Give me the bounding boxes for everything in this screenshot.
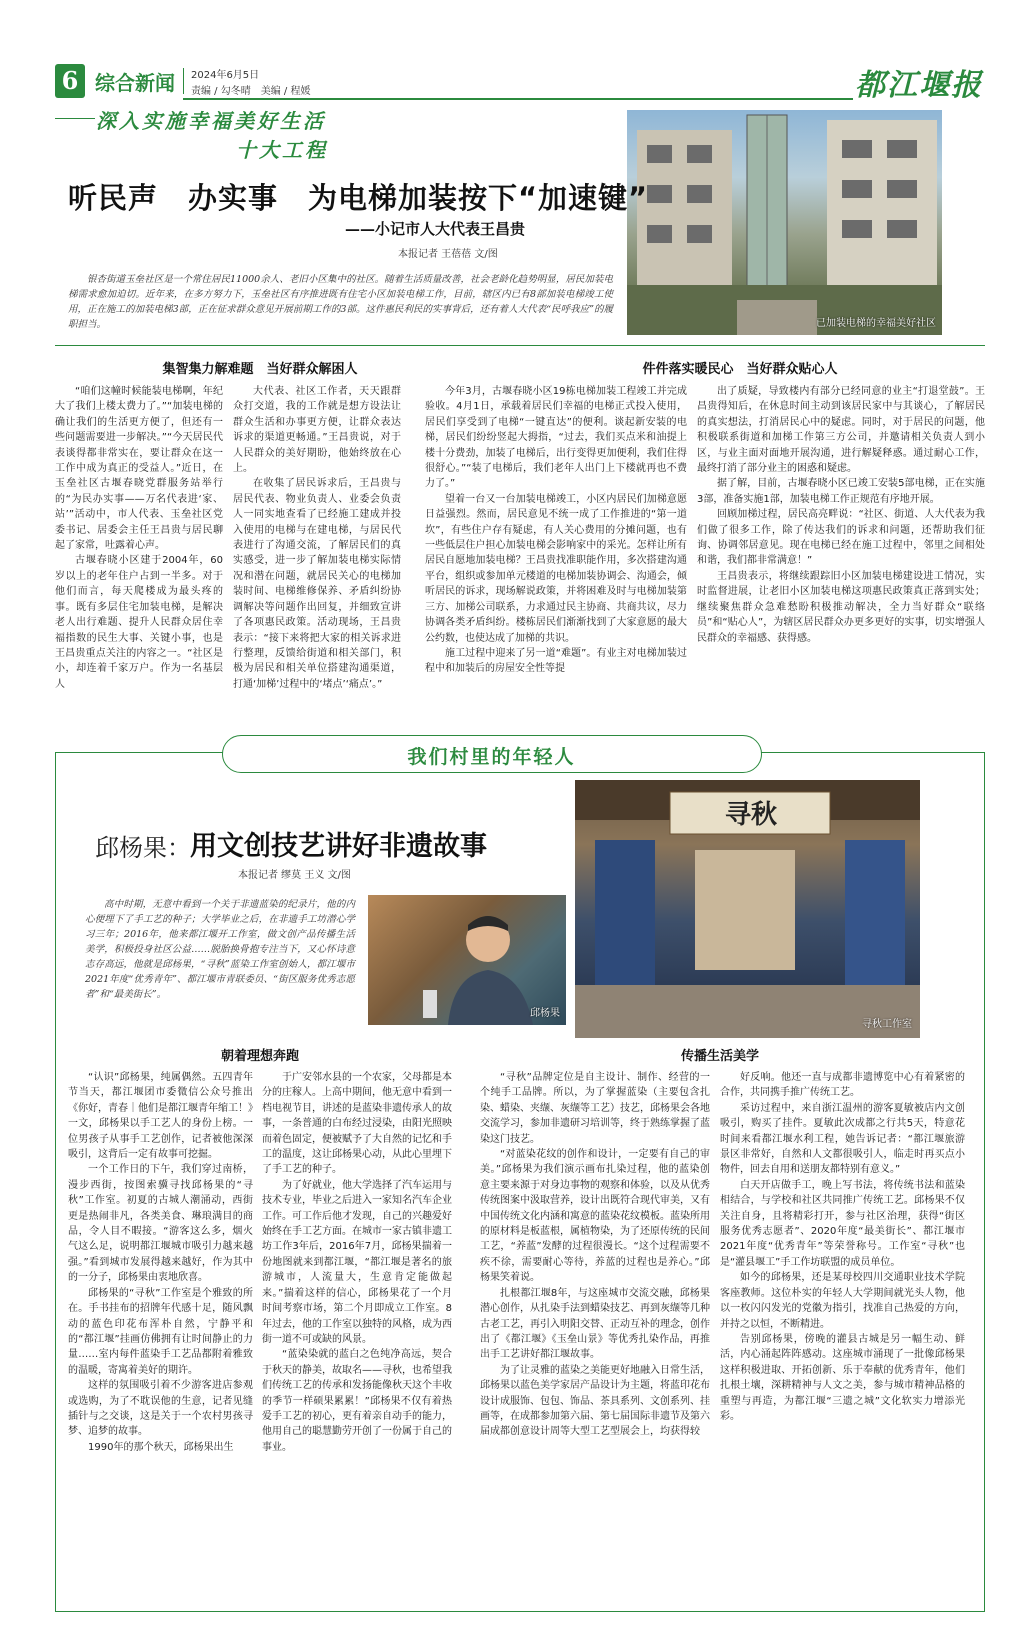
kicker-line-1: 深入实施幸福美好生活 [96,109,326,133]
paragraph: “蓝染染就的蓝白之色纯净高远，契合于秋天的静美，故取名——寻秋，也希望我们传统工艺的传承和发扬能像秋天这个丰收的季节一样硕果累累！”邱杨果不仅有着热爱手工艺的初心，更有着亲自动手的能力，他用自己的聪慧勤劳开创了一份属于自己的事业。 [262,1349,452,1453]
header-rule [183,98,853,100]
story2-subhead-left: 朝着理想奔跑 [220,1049,299,1064]
story1-byline: 本报记者 王蓓蓓 文/图 [398,249,498,260]
paragraph: 施工过程中迎来了另一道“难题”。有业主对电梯加装过程中和加装后的房屋安全性等提 [425,647,687,675]
paragraph: 据了解，目前，古堰春晓小区已竣工安装5部电梯，正在实施3部，准备实施1部，加装电梯工作正规范有序地开展。 [697,478,985,505]
workshop-caption: 寻秋工作室 [862,1019,912,1030]
paragraph: 白天开店做手工，晚上写书法，将传统书法和蓝染相结合，与学校和社区共同推广传统工艺。邱杨果不仅关注自身，且将精彩打开，参与社区治理，获得“街区服务优秀志愿者”、2020年度“最美街长”、都江堰市2021年度“优秀青年”等荣誉称号。工作室“寻秋”也是“灌县堰工”手工作坊联盟的成员单位。 [720,1179,965,1268]
paragraph: 一个工作日的下午，我们穿过南桥，漫步西街，按图索骥寻找邱杨果的“寻秋”工作室。初夏的古城人潮涌动，西街更是热闹非凡，各类美食、琳琅满目的商品，令人目不暇接。“游客这么多，烟火气这么足，说明都江堰城市吸引力越来越强。”看到城市发展得越来越好，作为其中的一分子，邱杨果由衷地欣喜。 [68,1164,253,1284]
lead-divider [55,345,985,346]
story2-col3 [480,1070,710,1570]
paragraph: 采访过程中，来自浙江温州的游客夏敏被店内文创吸引，购买了挂件。夏敏此次成都之行共5天，特意花时间来看都江堰水利工程，她告诉记者：“都江堰旅游景区非常好，自然和人文都很吸引人，临走时再买点小物件，回去自用和送朋友都特别有意义。” [720,1102,965,1176]
paragraph: 回顾加梯过程，居民高亮畔说：“社区、街道、人大代表为我们做了很多工作，除了传达我们的诉求和问题，还帮助我们征询、协调邻居意见。现在电梯已经在施工过程中，邻里之间相处和谐，我们都非常满意！” [697,509,985,567]
paragraph: 出了质疑，导致楼内有部分已经同意的业主“打退堂鼓”。王昌贵得知后，在休息时间主动到该居民家中与其谈心，了解居民的真实想法，打消居民心中的疑虑。同时，对于居民的问题，他积极联系街道和加梯工作第三方公司，并邀请相关负责人到小区，与业主面对面地开展沟通，进行解疑释惑。通过耐心工作，最终打消了部分业主的困惑和疑虑。 [697,386,985,475]
paragraph: 为了好就业，他大学选择了汽车运用与技术专业，毕业之后进入一家知名汽车企业工作。可工作后他才发现，自己的兴趣爱好始终在手工艺方面。在城市一家古镇非遗工坊工作3年后，2016年7月，邱杨果揣着一份地图就来到都江堰，“都江堰是著名的旅游城市，人流量大，生意肯定能做起来。”揣着这样的信心，邱杨果花了一个月时间考察市场，第二个月即成立工作室。8年过去，他的工作室以独特的风格，成为西街一道不可或缺的风景。 [262,1179,452,1345]
paragraph: 古堰春晓小区建于2004年，60岁以上的老年住户占到一半多。对于他们而言，每天爬楼成为最头疼的事。既有多层住宅加装电梯，是解决老人出行难题、提升人民群众居住幸福指数的民生大事、关键小事，也是王昌贵重点关注的内容之一。“社区是小，却连着千家万户。作为一名基层人 [55,555,223,690]
header-divider [183,68,184,94]
story2-col4 [720,1070,965,1570]
story2-col1 [68,1070,253,1570]
elevator-photo [627,110,942,335]
building-illustration [627,110,942,335]
paragraph: 这样的氛围吸引着不少游客进店参观或选购，为了不耽误他的生意，记者见缝插针与之交谈，这是关于一个农村男孩寻梦、追梦的故事。 [68,1380,253,1438]
page-number: 6 [61,66,79,95]
story1-col1 [55,384,223,709]
paragraph: 为了让灵雅的蓝染之美能更好地融入日常生活，邱杨果以蓝色美学家居产品设计为主题，将蓝印花布设计成服饰、包包、饰品、茶具系列、文创系列、挂画等，在成都参加第六届、第七届国际非遗节及第六届成都创意设计周等大型工艺型展会上，均获得较 [480,1364,710,1438]
story2-lead: 高中时期，无意中看到一个关于非遗蓝染的纪录片，他的内心便埋下了手工艺的种子；大学毕业之后，在非遗手工坊潜心学习三年；2016年，他来都江堰开工作室，做文创产品传播生活美学，积极投身社区公益……脱胎换骨抱专注当下，又心怀诗意志存高远，他就是邱杨果，“寻秋”蓝染工作室创始人，都江堰市2021年度“优秀青年”、都江堰市青联委员、“街区服务优秀志愿者”和“最美街长”。 [85,899,355,1000]
paragraph: 邱杨果的“寻秋”工作室是个雅致的所在。手书挂布的招牌年代感十足，随风飘动的蓝色印花布浑朴自然，宁静平和的“都江堰”挂画仿佛拥有让时间静止的力量……室内每件蓝染手工艺品都附着雅致的温暖，寄寓着美好的期许。 [68,1287,253,1376]
story2-headline: 用文创技艺讲好非遗故事 [190,831,487,862]
paragraph: 王昌贵表示，将继续跟踪旧小区加装电梯建设进工情况，实时监督进展，让老旧小区加装电梯这项惠民政策真正落到实处；继续聚焦群众急难愁盼积极推动解决，全力当好群众“联络员”和“贴心人”，为辖区居民群众办更多更好的实事，切实增强人民群众的幸福感、获得感。 [697,570,985,644]
story1-subhead-left: 集智集力解难题 当好群众解困人 [162,362,358,377]
paragraph: 望着一台又一台加装电梯竣工，小区内居民们加梯意愿日益强烈。然而，居民意见不统一成了工作推进的“第一道坎”，有些住户存有疑虑，有人关心费用的分摊问题，也有一些低层住户担心加装电梯会影响家中的采光。怎样让所有居民自愿地加装电梯？王昌贵找准职能作用，多次搭建沟通平台，组织或参加单元楼道的电梯加装协调会、沟通会，倾听居民的诉求，现场解说政策，并将困难及时与电梯加装第三方、加梯公司联系，力求通过民主协商、共商共议，尽力协调各类矛盾纠纷。楼栋居民们渐渐找到了大家意愿的最大公约数，也使达成了加梯的共识。 [425,493,687,644]
story2-subhead-right: 传播生活美学 [680,1049,759,1064]
paragraph: 告别邱杨果，傍晚的灌县古城是另一幅生动、鲜活，内心涌起阵阵感动。这座城市涌现了一批像邱杨果这样积极进取、开拓创新、乐于奉献的优秀青年，他们扎根土壤，深耕精神与人文之美，参与城市精神品格的重塑与再造，为都江堰“三遗之城”文化软实力增添光彩。 [720,1333,965,1422]
paragraph: “寻秋”品牌定位是自主设计、制作、经营的一个纯手工品牌。所以，为了掌握蓝染（主要包含扎染、蜡染、夹缬、灰缬等工艺）技艺，邱杨果会各地交流学习，参加非遗研习培训等，终于熟练掌握了蓝染这门技艺。 [480,1072,710,1145]
photo-caption: 已加装电梯的幸福美好社区 [816,318,936,329]
portrait-photo [368,895,566,1025]
story2-col2 [262,1070,452,1570]
kicker-rule-left [55,118,95,119]
shop-sign: 寻秋 [725,800,778,830]
story1-col4 [697,384,985,709]
paragraph: 大代表、社区工作者，天天跟群众打交道，我的工作就是想方设法让群众生活和办事更方便，让群众表达诉求的渠道更畅通。”王昌贵说，对于人民群众的美好期盼，他始终放在心上。 [233,386,401,475]
story1-col2 [233,384,401,709]
kicker-line-2: 十大工程 [236,138,328,162]
editors: 责编 / 勾冬晴 美编 / 程媛 [191,86,311,97]
paragraph: 好反响。他还一直与成都非遗博览中心有着紧密的合作，共同携手推广传统工艺。 [720,1072,965,1099]
paragraph: 于广安邻水县的一个农家，父母都是本分的庄稼人。上高中期间，他无意中看到一档电视节目，讲述的是蓝染非遗传承人的故事，一条普通的白布经过浸染，由阳光照映而着色固定，便被赋予了大自然的记忆和手工的温度，这让邱杨果心动，从此心里埋下了手工艺的种子。 [262,1072,452,1176]
section-title: 综合新闻 [95,71,175,95]
story1-col3 [425,384,687,709]
paragraph: 如今的邱杨果，还是某母校四川交通职业技术学院客座教师。这位朴实的年轻人大学期间就光头人物，他以一枚闪闪发光的党徽为指引，找准自己热爱的方向，并持之以恒，不断精进。 [720,1272,965,1330]
paragraph: “咱们这幢时候能装电梯啊，年纪大了我们上楼太费力了。”“加装电梯的确让我们的生活更方便了，但还有一些问题需要进一步解决。”“今天居民代表谈得都非常实在，要让群众在这一工作中成为真正的受益人。”近日，在玉垒社区古堰春晓党群服务站举行的“为民办实事——万名代表进‘家、站’”活动中，市人代表、玉垒社区党委书记、居委会主任王昌贵与居民聊起了家常，吐露着心声。 [55,386,223,552]
portrait-caption: 邱杨果 [530,1008,560,1019]
page-number-badge [55,64,85,98]
paragraph: “认识”邱杨果，纯属偶然。五四青年节当天，都江堰团市委微信公众号推出《你好，青春｜他们是都江堰青年缩工！》一文，邱杨果以手工艺人的身份上榜。一位男孩子从事手工艺创作，记者被他深深吸引，这背后一定有故事可挖掘。 [68,1072,253,1161]
workshop-photo [575,780,920,1038]
story1-kicker [96,105,328,163]
masthead-logo: 都江堰报 [855,68,983,103]
story2-byline: 本报记者 缪莫 王义 文/图 [238,870,351,881]
column-banner [222,735,762,773]
story1-subhead-right: 件件落实暖民心 当好群众贴心人 [642,362,838,377]
story1-subheadline: ——小记市人大代表王昌贵 [345,220,526,238]
paragraph: 在收集了居民诉求后，王昌贵与居民代表、物业负责人、业委会负责人一同实地查看了已经施工建成并投入使用的电梯与在建电梯，与居民代表进行了沟通交流，了解居民们的真实感受，进一步了解加装电梯实际情况和潜在问题，就居民关心的电梯加装时间、电梯维修保养、矛盾纠纷协调解决等问题作出回复，并细致宣讲了各项惠民政策。活动现场，王昌贵表示：“接下来将把大家的相关诉求进行整理，反馈给街道和相关部门，积极为居民和相关单位搭建沟通渠道，打通‘加梯’过程中的‘堵点’‘痛点’。” [233,478,401,690]
paragraph: “对蓝染花纹的创作和设计，一定要有自己的审美。”邱杨果为我们演示画布扎染过程，他的蓝染创意主要来源于对身边事物的观察和体验，以及从优秀传统图案中汲取营养，设计出既符合现代审美，又有中国传统文化内涵和寓意的蓝染花纹模板。蓝染所用的原材料是板蓝根，属植物染，为了还原传统的民间工艺，“养蓝”发酵的过程很漫长。“这个过程需要不疾不徐，需要耐心等待，养蓝的过程也是养心。”邱杨果笑着说。 [480,1149,710,1284]
page-header [55,62,985,103]
story2-name: 邱杨果： [95,834,191,862]
paragraph: 今年3月，古堰春晓小区19栋电梯加装工程竣工并完成验收。4月1日，承载着居民们幸福的电梯正式投入使用，居民们享受到了电梯“一键直达”的便利。谈起新安装的电梯，居民们纷纷竖起大拇指，“过去，我们买点米和油提上楼十分费劲，加装了电梯后，出行变得更加便利，我们住得很舒心。”“装了电梯后，我们老年人出门上下楼就再也不费力了。” [425,386,687,490]
issue-date: 2024年6月5日 [191,70,260,81]
paragraph: 扎根都江堰8年，与这座城市交流交融，邱杨果潜心创作，从扎染手法到蜡染技艺、再到灰缬等几种古老工艺，再引入明阳交替、正动互补的理念，创作出了《都江堰》《玉垒山景》等优秀扎染作品，再推出手工艺讲好都江堰故事。 [480,1287,710,1361]
story1-headline: 听民声 办实事 为电梯加装按下“加速键” [68,181,649,215]
story1-lead: 银杏街道玉垒社区是一个常住居民11000余人、老旧小区集中的社区。随着生活质量改善，社会老龄化趋势明显，居民加装电梯需求愈加迫切。近年来，在多方努力下，玉垒社区有序推进既有住宅小区加装电梯工作，目前，辖区内已有8部加装电梯竣工使用，正在施工的加装电梯3部，正在征求群众意见开展前期工作的3部。这件惠民利民的实事背后，还有着人大代表“民呼我应”的履职担当。 [68,274,613,330]
paragraph: 1990年的那个秋天，邱杨果出生 [88,1441,234,1453]
column-banner-title: 我们村里的年轻人 [407,746,576,768]
